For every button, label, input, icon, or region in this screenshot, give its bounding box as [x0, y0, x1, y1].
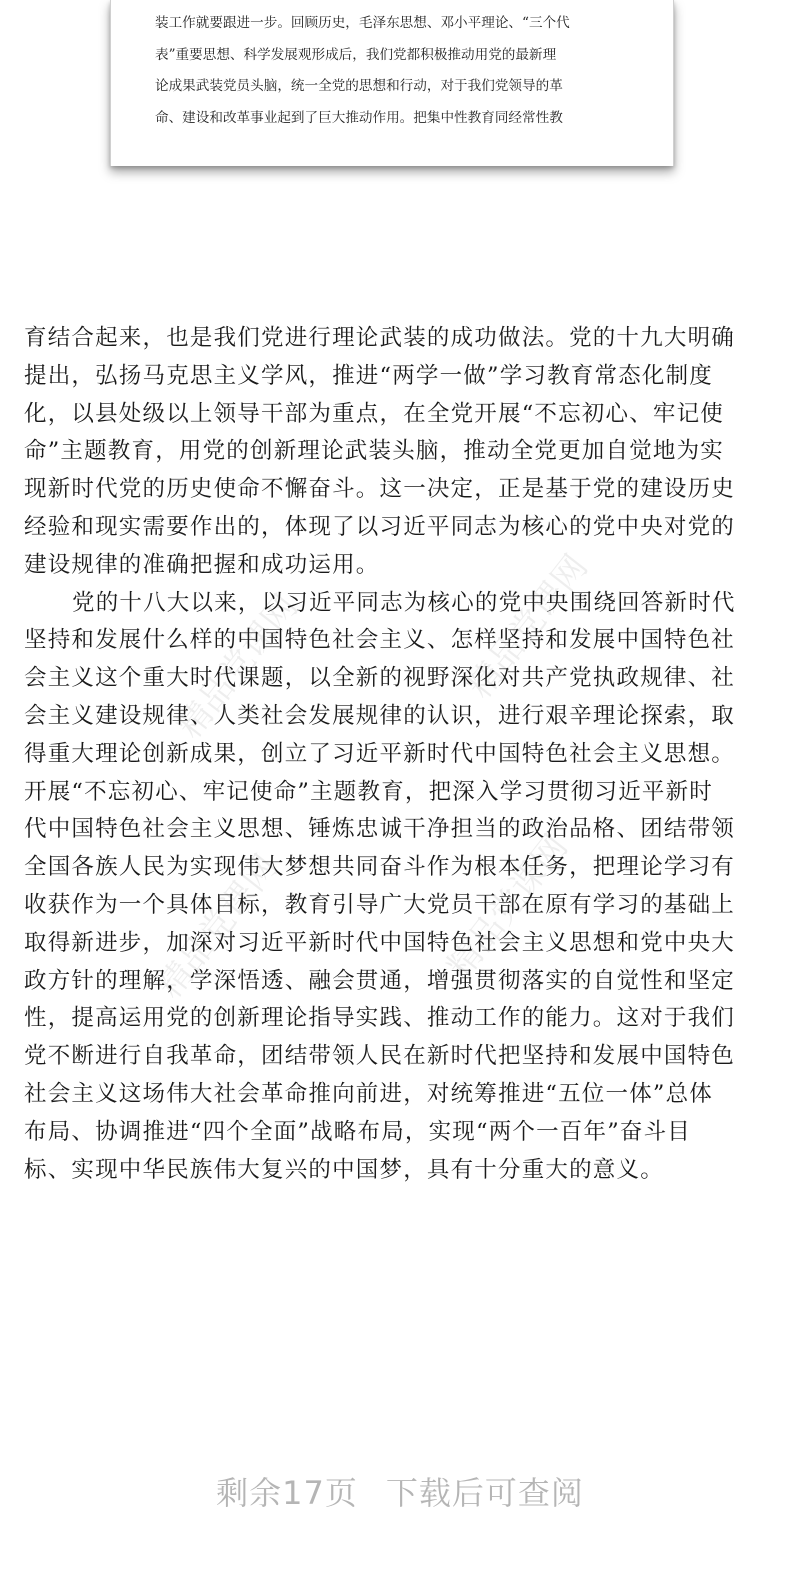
- watermark-text: 精品党课网: [459, 547, 596, 706]
- text-line: 现新时代党的历史使命不懈奋斗。这一决定，正是基于党的建设历史: [24, 476, 736, 503]
- text-line: 坚持和发展什么样的中国特色社会主义、怎样坚持和发展中国特色社: [24, 627, 736, 654]
- remaining-pages-text: 剩余17页: [216, 1474, 358, 1512]
- text-line: 收获作为一个具体目标，教育引导广大党员干部在原有学习的基础上: [24, 891, 736, 918]
- text-line: 得重大理论创新成果，创立了习近平新时代中国特色社会主义思想。: [24, 740, 736, 767]
- preview-line: 装工作就要跟进一步。回顾历史，毛泽东思想、邓小平理论、“三个代: [155, 15, 570, 31]
- text-line: 化，以县处级以上领导干部为重点，在全党开展“不忘初心、牢记使: [24, 400, 725, 427]
- preview-line: 表”重要思想、科学发展观形成后，我们党都积极推动用党的最新理: [155, 46, 557, 63]
- download-prompt[interactable]: [0, 1468, 800, 1514]
- text-line: 社会主义这场伟大社会革命推向前进，对统筹推进“五位一体”总体: [24, 1080, 714, 1107]
- watermark-text: 精品党课网: [149, 847, 286, 1006]
- text-line: 命”主题教育，用党的创新理论武装头脑，推动全党更加自觉地为实: [24, 438, 725, 465]
- text-line: 政方针的理解，学深悟透、融会贯通，增强贯彻落实的自觉性和坚定: [24, 967, 736, 994]
- text-line: 会主义建设规律、人类社会发展规律的认识，进行艰辛理论探索，取: [24, 702, 736, 729]
- paragraph-2: [24, 585, 772, 1190]
- preview-line: 论成果武装党员头脑，统一全党的思想和行动，对于我们党领导的革: [155, 78, 563, 94]
- text-line: 布局、协调推进“四个全面”战略布局，实现“两个一百年”奋斗目: [24, 1118, 692, 1145]
- watermark-text: 精品党课网: [169, 587, 306, 746]
- text-line: 全国各族人民为实现伟大梦想共同奋斗作为根本任务，把理论学习有: [24, 854, 736, 881]
- text-line: 育结合起来，也是我们党进行理论武装的成功做法。党的十九大明确: [24, 325, 736, 351]
- text-line: 经验和现实需要作出的，体现了以习近平同志为核心的党中央对党的: [24, 513, 736, 540]
- text-line: 标、实现中华民族伟大复兴的中国梦，具有十分重大的意义。: [24, 1156, 664, 1183]
- preview-page-text: [155, 8, 635, 134]
- document-body: [24, 320, 772, 1189]
- text-line: 开展“不忘初心、牢记使命”主题教育，把深入学习贯彻习近平新时: [24, 778, 714, 805]
- preview-line: 命、建设和改革事业起到了巨大推动作用。把集中性教育同经常性教: [155, 109, 563, 126]
- paragraph-1: [24, 320, 772, 585]
- text-line: 会主义这个重大时代课题，以全新的视野深化对共产党执政规律、社: [24, 665, 736, 692]
- text-line: 代中国特色社会主义思想、锤炼忠诚干净担当的政治品格、团结带领: [24, 816, 736, 843]
- watermark-text: 精品党课网: [439, 827, 576, 986]
- text-line: 建设规律的准确把握和成功运用。: [24, 551, 380, 578]
- preview-page-card: [110, 0, 674, 166]
- download-to-view-text: 下载后可查阅: [385, 1474, 584, 1512]
- text-line: 党的十八大以来，以习近平同志为核心的党中央围绕回答新时代: [72, 589, 736, 616]
- text-line: 提出，弘扬马克思主义学风，推进“两学一做”学习教育常态化制度: [24, 362, 714, 389]
- text-line: 取得新进步，加深对习近平新时代中国特色社会主义思想和党中央大: [24, 929, 736, 956]
- text-line: 党不断进行自我革命，团结带领人民在新时代把坚持和发展中国特色: [24, 1043, 736, 1070]
- text-line: 性，提高运用党的创新理论指导实践、推动工作的能力。这对于我们: [24, 1005, 736, 1032]
